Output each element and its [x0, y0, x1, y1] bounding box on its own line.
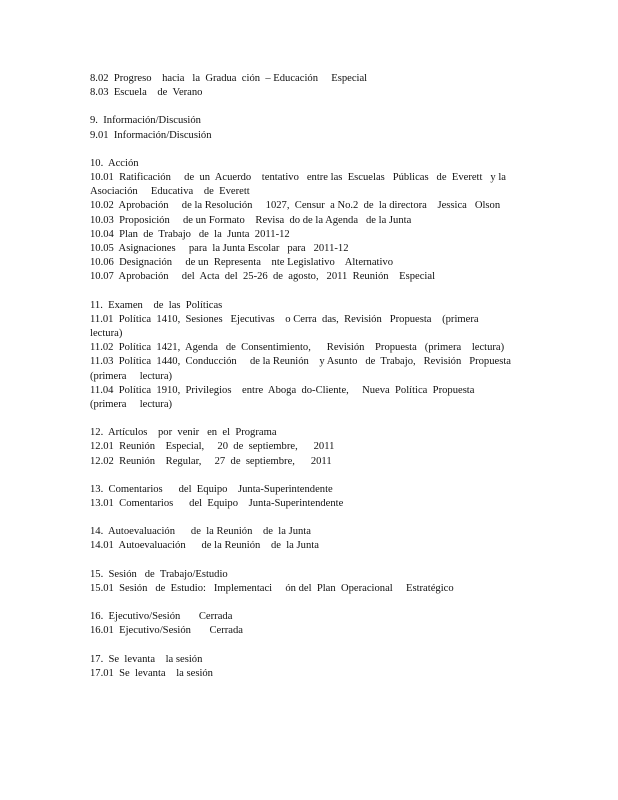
agenda-line: (primera lectura) — [90, 399, 173, 411]
agenda-line: 10.06 Designación de un Representa nte Legislativo Alternativo — [90, 257, 394, 269]
agenda-line: 17. Se levanta la sesión — [90, 653, 203, 665]
agenda-section-16 — [90, 610, 520, 638]
agenda-line: 11.04 Política 1910, Privilegios entre Aboga do-Cliente, Nueva Política Propuesta — [90, 384, 475, 396]
agenda-line: 10.07 Aprobación del Acta del 25-26 de agosto, 2011 Reunión Especial — [90, 271, 436, 283]
agenda-line: 9.01 Información/Discusión — [90, 129, 212, 141]
agenda-line: 11.01 Política 1410, Sesiones Ejecutivas o Cerra das, Revisión Propuesta (primera — [90, 313, 479, 325]
agenda-line: 14. Autoevaluación de la Reunión de la Junta — [90, 526, 311, 538]
agenda-line: 15.01 Sesión de Estudio: Implementaci ón del Plan Operacional Estratégico — [90, 582, 454, 594]
agenda-section-15 — [90, 568, 520, 596]
agenda-section-13 — [90, 483, 520, 511]
section-gap — [90, 596, 520, 610]
agenda-line: 12. Artículos por venir en el Programa — [90, 427, 277, 439]
section-gap — [90, 100, 520, 114]
section-gap — [90, 469, 520, 483]
agenda-line: 10.03 Proposición de un Formato Revisa do de la Agenda de la Junta — [90, 214, 412, 226]
agenda-line: 10.05 Asignaciones para la Junta Escolar para 2011-12 — [90, 243, 349, 255]
agenda-document — [90, 72, 520, 681]
agenda-section-11 — [90, 299, 520, 413]
agenda-line: 11.03 Política 1440, Conducción de la Reunión y Asunto de Trabajo, Revisión Propuesta — [90, 356, 511, 368]
agenda-line: 8.02 Progreso hacia la Gradua ción – Educación Especial — [90, 73, 368, 84]
agenda-section-10 — [90, 157, 520, 285]
agenda-line: 11. Examen de las Políticas — [90, 299, 223, 311]
agenda-line: 10.02 Aprobación de la Resolución 1027, Censur a No.2 de la directora Jessica Olson — [90, 200, 501, 212]
agenda-line: 16.01 Ejecutivo/Sesión Cerrada — [90, 625, 243, 637]
section-gap — [90, 554, 520, 568]
agenda-line: 10.04 Plan de Trabajo de la Junta 2011-12 — [90, 228, 290, 240]
section-gap — [90, 285, 520, 299]
agenda-line: 16. Ejecutivo/Sesión Cerrada — [90, 611, 233, 623]
section-gap — [90, 412, 520, 426]
agenda-section-8 — [90, 72, 520, 100]
agenda-line: 15. Sesión de Trabajo/Estudio — [90, 568, 228, 580]
section-gap — [90, 639, 520, 653]
agenda-line: 11.02 Política 1421, Agenda de Consentimiento, Revisión Propuesta (primera lectura) — [90, 342, 505, 354]
agenda-line: (primera lectura) — [90, 370, 173, 382]
section-gap — [90, 511, 520, 525]
agenda-line: 12.02 Reunión Regular, 27 de septiembre, 2011 — [90, 455, 332, 467]
agenda-section-12 — [90, 426, 520, 469]
agenda-line: 13.01 Comentarios del Equipo Junta-Superintendente — [90, 498, 344, 510]
agenda-section-14 — [90, 525, 520, 553]
agenda-line: Asociación Educativa de Everett — [90, 186, 250, 198]
agenda-line: 10. Acción — [90, 157, 139, 169]
agenda-line: 8.03 Escuela de Verano — [90, 87, 203, 99]
agenda-line: 12.01 Reunión Especial, 20 de septiembre, 2011 — [90, 441, 335, 453]
agenda-line: 17.01 Se levanta la sesión — [90, 667, 213, 679]
agenda-line: 9. Información/Discusión — [90, 115, 201, 127]
agenda-section-17 — [90, 653, 520, 681]
section-gap — [90, 143, 520, 157]
agenda-line: 10.01 Ratificación de un Acuerdo tentativo entre las Escuelas Públicas de Everett y la — [90, 172, 506, 184]
agenda-line: lectura) — [90, 328, 123, 340]
agenda-section-9 — [90, 114, 520, 142]
agenda-line: 13. Comentarios del Equipo Junta-Superintendente — [90, 483, 333, 495]
agenda-line: 14.01 Autoevaluación de la Reunión de la Junta — [90, 540, 319, 552]
